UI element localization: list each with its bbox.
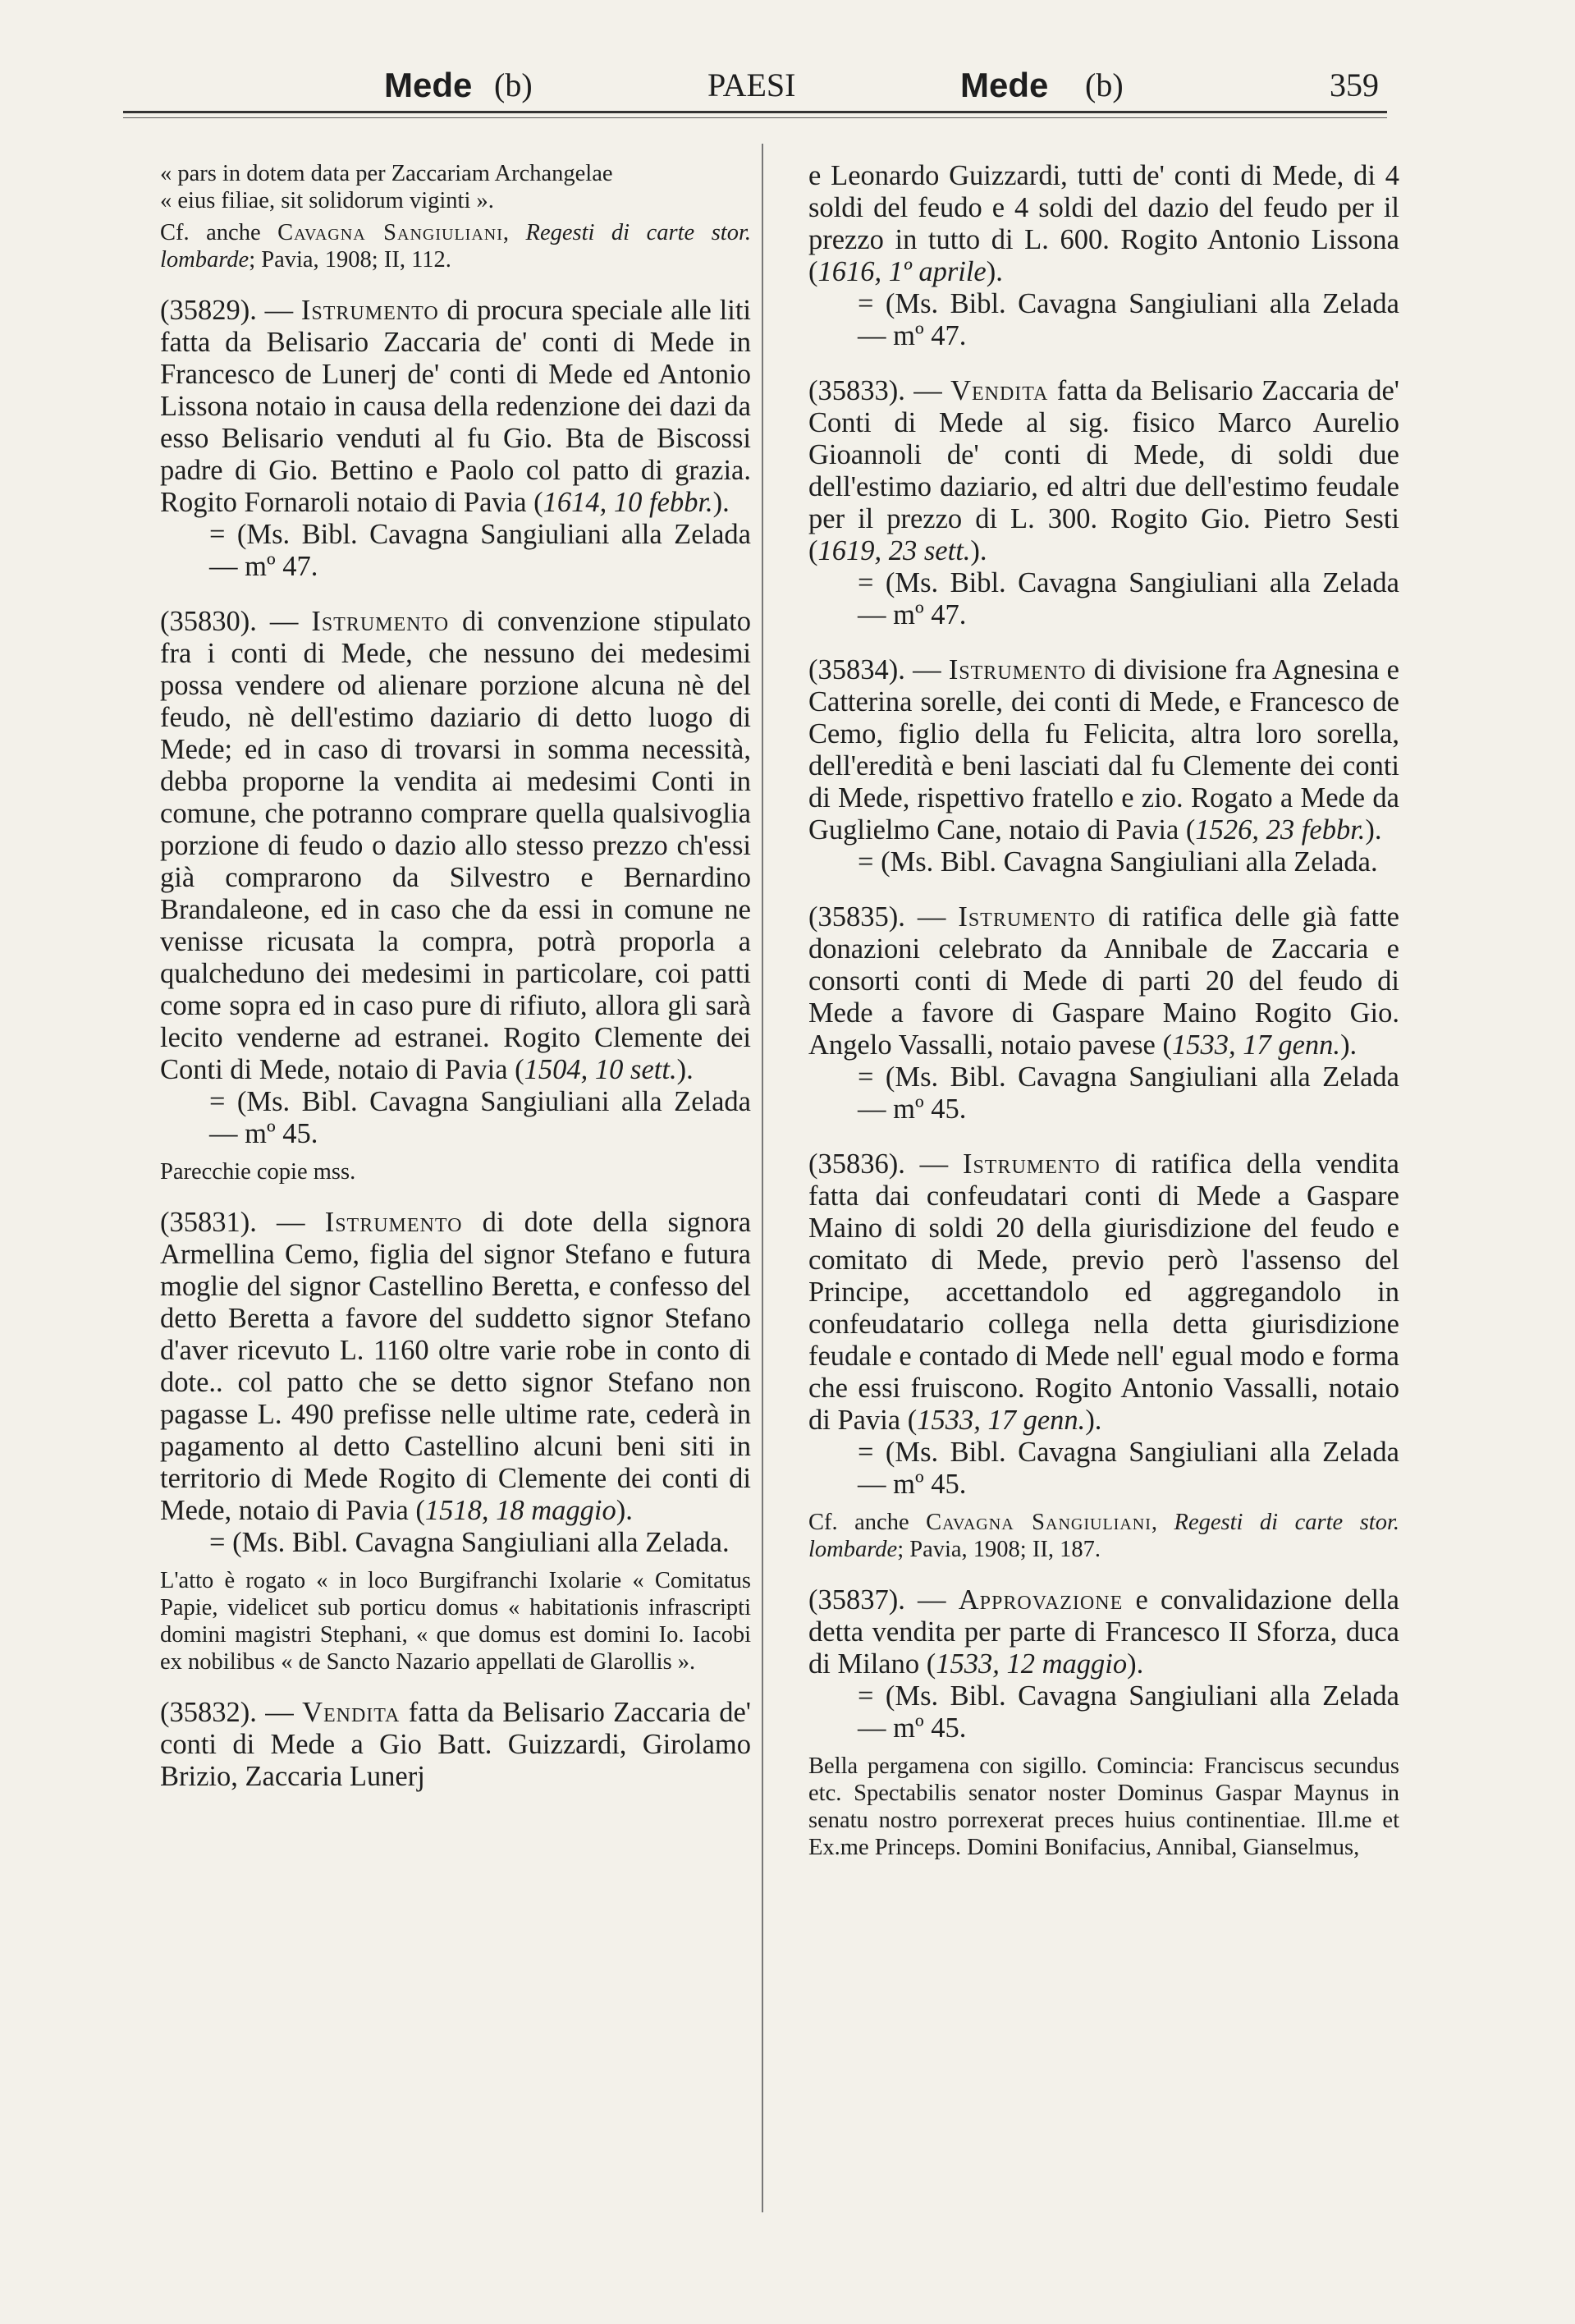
- entry-number: (35831).: [160, 1207, 257, 1238]
- entry-35835: (35835). — Istrumento di ratifica delle già fatte donazioni celebrato da Annibale de Zaccaria e consorti conti di Mede di parti 20 del feudo di Mede a favore di Gaspare Maino Rogito Gio. Angelo Vassalli, notaio pavese (1533, 17 genn.). = (Ms. Bibl. Cavagna Sangiuliani alla Zelada — mº 45.: [808, 901, 1399, 1125]
- cf-reference: Cf. anche Cavagna Sangiuliani, Regesti di carte stor. lombarde; Pavia, 1908; II, 112.: [160, 220, 752, 273]
- entry-kind: Vendita: [950, 375, 1049, 406]
- entry-text: fatta da Belisario Zaccaria de' conti di Mede a Gio Batt. Guizzardi, Girolamo Brizio, Zaccaria Lunerj: [160, 1697, 751, 1792]
- entry-text: di dote della signora Armellina Cemo, figlia del signor Stefano e futura moglie del signor Castellino Beretta, e confesso del detto Beretta a favore del suddetto signor Stefano d'aver ricevuto L. 1160 oltre varie robe in conto di dote.. col patto che se detto signor Stefano non pagasse L. 490 prefisse nelle ultime rate, cederà in pagamento al detto Castellino alcuni beni siti in territorio di Mede Rogito di Clemente dei conti di Mede, notaio di Pavia (: [160, 1207, 752, 1526]
- quote-line: « pars in dotem data per Zaccariam Archangelae: [160, 161, 613, 186]
- entry-kind: Istrumento: [948, 654, 1087, 685]
- entry-text: di ratifica delle già fatte donazioni celebrato da Annibale de Zaccaria e consorti conti di Mede di parti 20 del feudo di Mede a favore di Gaspare Maino Rogito Gio. Angelo Vassalli, notaio pavese (: [808, 901, 1399, 1061]
- entry-close: ).: [1127, 1648, 1144, 1680]
- entry-number: (35836).: [808, 1148, 905, 1180]
- entry-close: ).: [1365, 814, 1382, 846]
- entry-text: di procura speciale alle liti fatta da Belisario Zaccaria de' conti di Mede in Francesco de Lunerj de' conti di Mede ed Antonio Lissona notaio in causa della redenzione dei dazi da esso Belisario venduti al fu Gio. Bta de Biscossi padre di Gio. Bettino e Paolo col patto di grazia. Rogito Fornaroli notaio di Pavia (: [160, 295, 751, 518]
- entry-number: (35834).: [808, 654, 905, 685]
- entry-text: di ratifica della vendita fatta dai confeudatari conti di Mede a Gaspare Maino di soldi 20 della giurisdizione del feudo e comitato di Mede, previo però l'assenso del Principe, accettandolo ed aggregandolo in confeudatario collega nella detta giurisdizione feudale e contado di Mede nell' egual modo e forma che essi fruiscono. Rogito Antonio Vassalli, notaio di Pavia (: [808, 1148, 1399, 1436]
- entry-ref: = (Ms. Bibl. Cavagna Sangiuliani alla Zelada — mº 47.: [858, 288, 1399, 351]
- entry-text: e Leonardo Guizzardi, tutti de' conti di Mede, di 4 soldi del feudo e 4 soldi del dazio del feudo per il prezzo in tutto di L. 600. Rogito Antonio Lissona (: [808, 160, 1399, 287]
- entry-ref: = (Ms. Bibl. Cavagna Sangiuliani alla Zelada — mº 45.: [858, 1437, 1399, 1500]
- header-rule: [123, 111, 1387, 113]
- cf-title: Regesti di carte stor. lombarde: [808, 1510, 1400, 1562]
- entry-35837: (35837). — Approvazione e convalidazione della detta vendita per parte di Francesco II Sforza, duca di Milano (1533, 12 maggio). = (Ms. Bibl. Cavagna Sangiuliani alla Zelada — mº 45.: [808, 1584, 1399, 1744]
- header-right-sub: (b): [1085, 66, 1124, 103]
- entry-35832: (35832). — Vendita fatta da Belisario Zaccaria de' conti di Mede a Gio Batt. Guizzardi, Girolamo Brizio, Zaccaria Lunerj: [160, 1697, 751, 1792]
- right-column: [808, 160, 1399, 1882]
- entry-close: ).: [970, 535, 987, 566]
- entry-kind: Istrumento: [324, 1207, 463, 1238]
- entry-close: ).: [1085, 1405, 1102, 1436]
- entry-35836: (35836). — Istrumento di ratifica della vendita fatta dai confeudatari conti di Mede a Gaspare Maino di soldi 20 della giurisdizione del feudo e comitato di Mede, previo però l'assenso del Principe, accettandolo ed aggregandolo in confeudatario collega nella detta giurisdizione feudale e contado di Mede nell' egual modo e forma che essi fruiscono. Rogito Antonio Vassalli, notaio di Pavia (1533, 17 genn.). = (Ms. Bibl. Cavagna Sangiuliani alla Zelada — mº 45.: [808, 1148, 1399, 1500]
- entry-note: Parecchie copie mss.: [160, 1159, 356, 1185]
- entry-35834: (35834). — Istrumento di divisione fra Agnesina e Catterina sorelle, dei conti di Mede, e Francesco de Cemo, figlio della fu Felicita, altra loro sorella, dell'eredità e beni lasciati dal fu Clemente dei conti di Mede, rispettivo fratello e zio. Rogato a Mede da Guglielmo Cane, notaio di Pavia (1526, 23 febbr.). = (Ms. Bibl. Cavagna Sangiuliani alla Zelada.: [808, 654, 1399, 878]
- column-separator: [762, 144, 763, 2212]
- entry-close: ).: [1340, 1029, 1358, 1061]
- entry-date: 1518, 18 maggio: [424, 1495, 616, 1526]
- entry-date: 1616, 1º aprile: [817, 256, 987, 287]
- entry-kind: Istrumento: [300, 295, 439, 326]
- entry-text: di divisione fra Agnesina e Catterina sorelle, dei conti di Mede, e Francesco de Cemo, figlio della fu Felicita, altra loro sorella, dell'eredità e beni lasciati dal fu Clemente dei conti di Mede, rispettivo fratello e zio. Rogato a Mede da Guglielmo Cane, notaio di Pavia (: [808, 654, 1399, 846]
- entry-35829: (35829). — Istrumento di procura speciale alle liti fatta da Belisario Zaccaria de' conti di Mede in Francesco de Lunerj de' conti di Mede ed Antonio Lissona notaio in causa della redenzione dei dazi da esso Belisario venduti al fu Gio. Bta de Biscossi padre di Gio. Bettino e Paolo col patto di grazia. Rogito Fornaroli notaio di Pavia (1614, 10 febbr.). = (Ms. Bibl. Cavagna Sangiuliani alla Zelada — mº 47.: [160, 295, 751, 582]
- entry-note: L'atto è rogato « in loco Burgifranchi Ixolarie « Comitatus Papie, videlicet sub porticu domus « habitationis infrascripti domini magistri Stephani, « que domus est domini Io. Iacobi ex nobilibus « de Sancto Nazario appellati de Glarollis ».: [160, 1568, 751, 1675]
- entry-number: (35829).: [160, 295, 257, 326]
- left-column: [160, 160, 751, 1816]
- entry-note: Bella pergamena con sigillo. Comincia: Franciscus secundus etc. Spectabilis senator noster Dominus Gaspar Maynus in senatu nostro porrexerat preces huius continentiae. Ill.me et Ex.me Princeps. Domini Bonifacius, Annibal, Gianselmus,: [808, 1753, 1399, 1860]
- entry-kind: Istrumento: [311, 606, 450, 637]
- entry-date: 1619, 23 sett.: [817, 535, 971, 566]
- header-left-title: Mede: [384, 66, 473, 104]
- running-header: [123, 57, 1387, 123]
- cf-author: Cavagna Sangiuliani: [926, 1510, 1151, 1535]
- entry-ref: = (Ms. Bibl. Cavagna Sangiuliani alla Zelada — mº 47.: [209, 519, 751, 582]
- entry-ref: = (Ms. Bibl. Cavagna Sangiuliani alla Zelada — mº 45.: [858, 1680, 1399, 1744]
- header-right-title: Mede: [960, 66, 1049, 104]
- entry-ref: = (Ms. Bibl. Cavagna Sangiuliani alla Zelada.: [209, 1527, 730, 1558]
- entry-text: fatta da Belisario Zaccaria de' Conti di Mede al sig. fisico Marco Aurelio Gioannoli de' conti di Mede, di soldi due dell'estimo daziario, ed altri due dell'estimo feudale per il prezzo di L. 300. Rogito Gio. Pietro Sesti (: [808, 375, 1399, 566]
- entry-number: (35830).: [160, 606, 257, 637]
- entry-ref: = (Ms. Bibl. Cavagna Sangiuliani alla Zelada — mº 45.: [209, 1086, 751, 1149]
- entry-text: e convalidazione della detta vendita per parte di Francesco II Sforza, duca di Milano (: [808, 1584, 1399, 1680]
- entry-number: (35835).: [808, 901, 905, 933]
- entry-date: 1533, 17 genn.: [917, 1405, 1086, 1436]
- entry-35832-continued: [808, 160, 1399, 352]
- header-rule-thin: [123, 117, 1387, 118]
- entry-kind: Istrumento: [962, 1148, 1101, 1180]
- entry-close: ).: [616, 1495, 633, 1526]
- entry-number: (35837).: [808, 1584, 905, 1616]
- entry-ref: = (Ms. Bibl. Cavagna Sangiuliani alla Zelada — mº 45.: [858, 1061, 1399, 1125]
- cf-tail: ; Pavia, 1908; II, 112.: [249, 247, 451, 273]
- entry-close: ).: [986, 256, 1003, 287]
- opening-quote: [160, 160, 751, 214]
- page-number: 359: [1330, 66, 1379, 103]
- header-center: PAESI: [707, 66, 796, 103]
- entry-35833: (35833). — Vendita fatta da Belisario Zaccaria de' Conti di Mede al sig. fisico Marco Aurelio Gioannoli de' conti di Mede, di soldi due dell'estimo daziario, ed altri due dell'estimo feudale per il prezzo di L. 300. Rogito Gio. Pietro Sesti (1619, 23 sett.). = (Ms. Bibl. Cavagna Sangiuliani alla Zelada — mº 47.: [808, 375, 1399, 630]
- cf-author: Cavagna Sangiuliani: [277, 220, 503, 245]
- entry-date: 1533, 17 genn.: [1171, 1029, 1341, 1061]
- cf-reference: Cf. anche Cavagna Sangiuliani, Regesti di carte stor. lombarde; Pavia, 1908; II, 187.: [808, 1510, 1400, 1562]
- entry-close: ).: [676, 1054, 694, 1085]
- entry-ref: = (Ms. Bibl. Cavagna Sangiuliani alla Zelada.: [858, 846, 1378, 878]
- entry-ref: = (Ms. Bibl. Cavagna Sangiuliani alla Zelada — mº 47.: [858, 567, 1399, 630]
- entry-date: 1614, 10 febbr.: [543, 487, 713, 518]
- quote-line: « eius filiae, sit solidorum viginti ».: [160, 188, 494, 213]
- entry-date: 1504, 10 sett.: [524, 1054, 677, 1085]
- entry-number: (35833).: [808, 375, 905, 406]
- entry-text: di convenzione stipulato fra i conti di Mede, che nessuno dei medesimi possa vendere od alienare porzione alcuna nè del feudo, nè dell'estimo daziario di detto luogo di Mede; ed in caso di trovarsi in somma necessità, debba proporne la vendita ai medesimi Conti in comune, che potranno comprare quella qualsivoglia porzione di feudo o dazio allo stesso prezzo ch'essi già comprarono da Silvestro e Bernardino Brandaleone, ed in caso che da essi in comune ne venisse ricusata la compra, potrà proporla a qualcheduno dei medesimi in particolare, coi patti come sopra ed in caso pure di rifiuto, allora gli sarà lecito venderne ad estranei. Rogito Clemente dei Conti di Mede, notaio di Pavia (: [160, 606, 751, 1085]
- cf-title: Regesti di carte stor. lombarde: [160, 220, 752, 273]
- cf-prefix: Cf. anche: [808, 1510, 927, 1535]
- entry-close: ).: [712, 487, 730, 518]
- entry-kind: Approvazione: [958, 1584, 1124, 1616]
- entry-date: 1533, 12 maggio: [936, 1648, 1128, 1680]
- cf-tail: ; Pavia, 1908; II, 187.: [897, 1537, 1101, 1562]
- entry-kind: Istrumento: [958, 901, 1097, 933]
- header-left-sub: (b): [494, 66, 533, 103]
- entry-date: 1526, 23 febbr.: [1195, 814, 1366, 846]
- entry-kind: Vendita: [302, 1697, 401, 1728]
- entry-35831: (35831). — Istrumento di dote della signora Armellina Cemo, figlia del signor Stefano e futura moglie del signor Castellino Beretta, e confesso del detto Beretta a favore del suddetto signor Stefano d'aver ricevuto L. 1160 oltre varie robe in conto di dote.. col patto che se detto signor Stefano non pagasse L. 490 prefisse nelle ultime rate, cederà in pagamento al detto Castellino alcuni beni siti in territorio di Mede Rogito di Clemente dei conti di Mede, notaio di Pavia (1518, 18 maggio). = (Ms. Bibl. Cavagna Sangiuliani alla Zelada.: [160, 1207, 752, 1558]
- entry-35830: (35830). — Istrumento di convenzione stipulato fra i conti di Mede, che nessuno dei medesimi possa vendere od alienare porzione alcuna nè del feudo, nè dell'estimo daziario di detto luogo di Mede; ed in caso di trovarsi in somma necessità, debba proporne la vendita ai medesimi Conti in comune, che potranno comprare quella qualsivoglia porzione di feudo o dazio allo stesso prezzo ch'essi già comprarono da Silvestro e Bernardino Brandaleone, ed in caso che da essi in comune ne venisse ricusata la compra, potrà proporla a qualcheduno dei medesimi in particolare, coi patti come sopra ed in caso pure di rifiuto, allora gli sarà lecito venderne ad estranei. Rogito Clemente dei Conti di Mede, notaio di Pavia (1504, 10 sett.). = (Ms. Bibl. Cavagna Sangiuliani alla Zelada — mº 45.: [160, 606, 751, 1149]
- entry-number: (35832).: [160, 1697, 257, 1728]
- cf-prefix: Cf. anche: [160, 220, 278, 245]
